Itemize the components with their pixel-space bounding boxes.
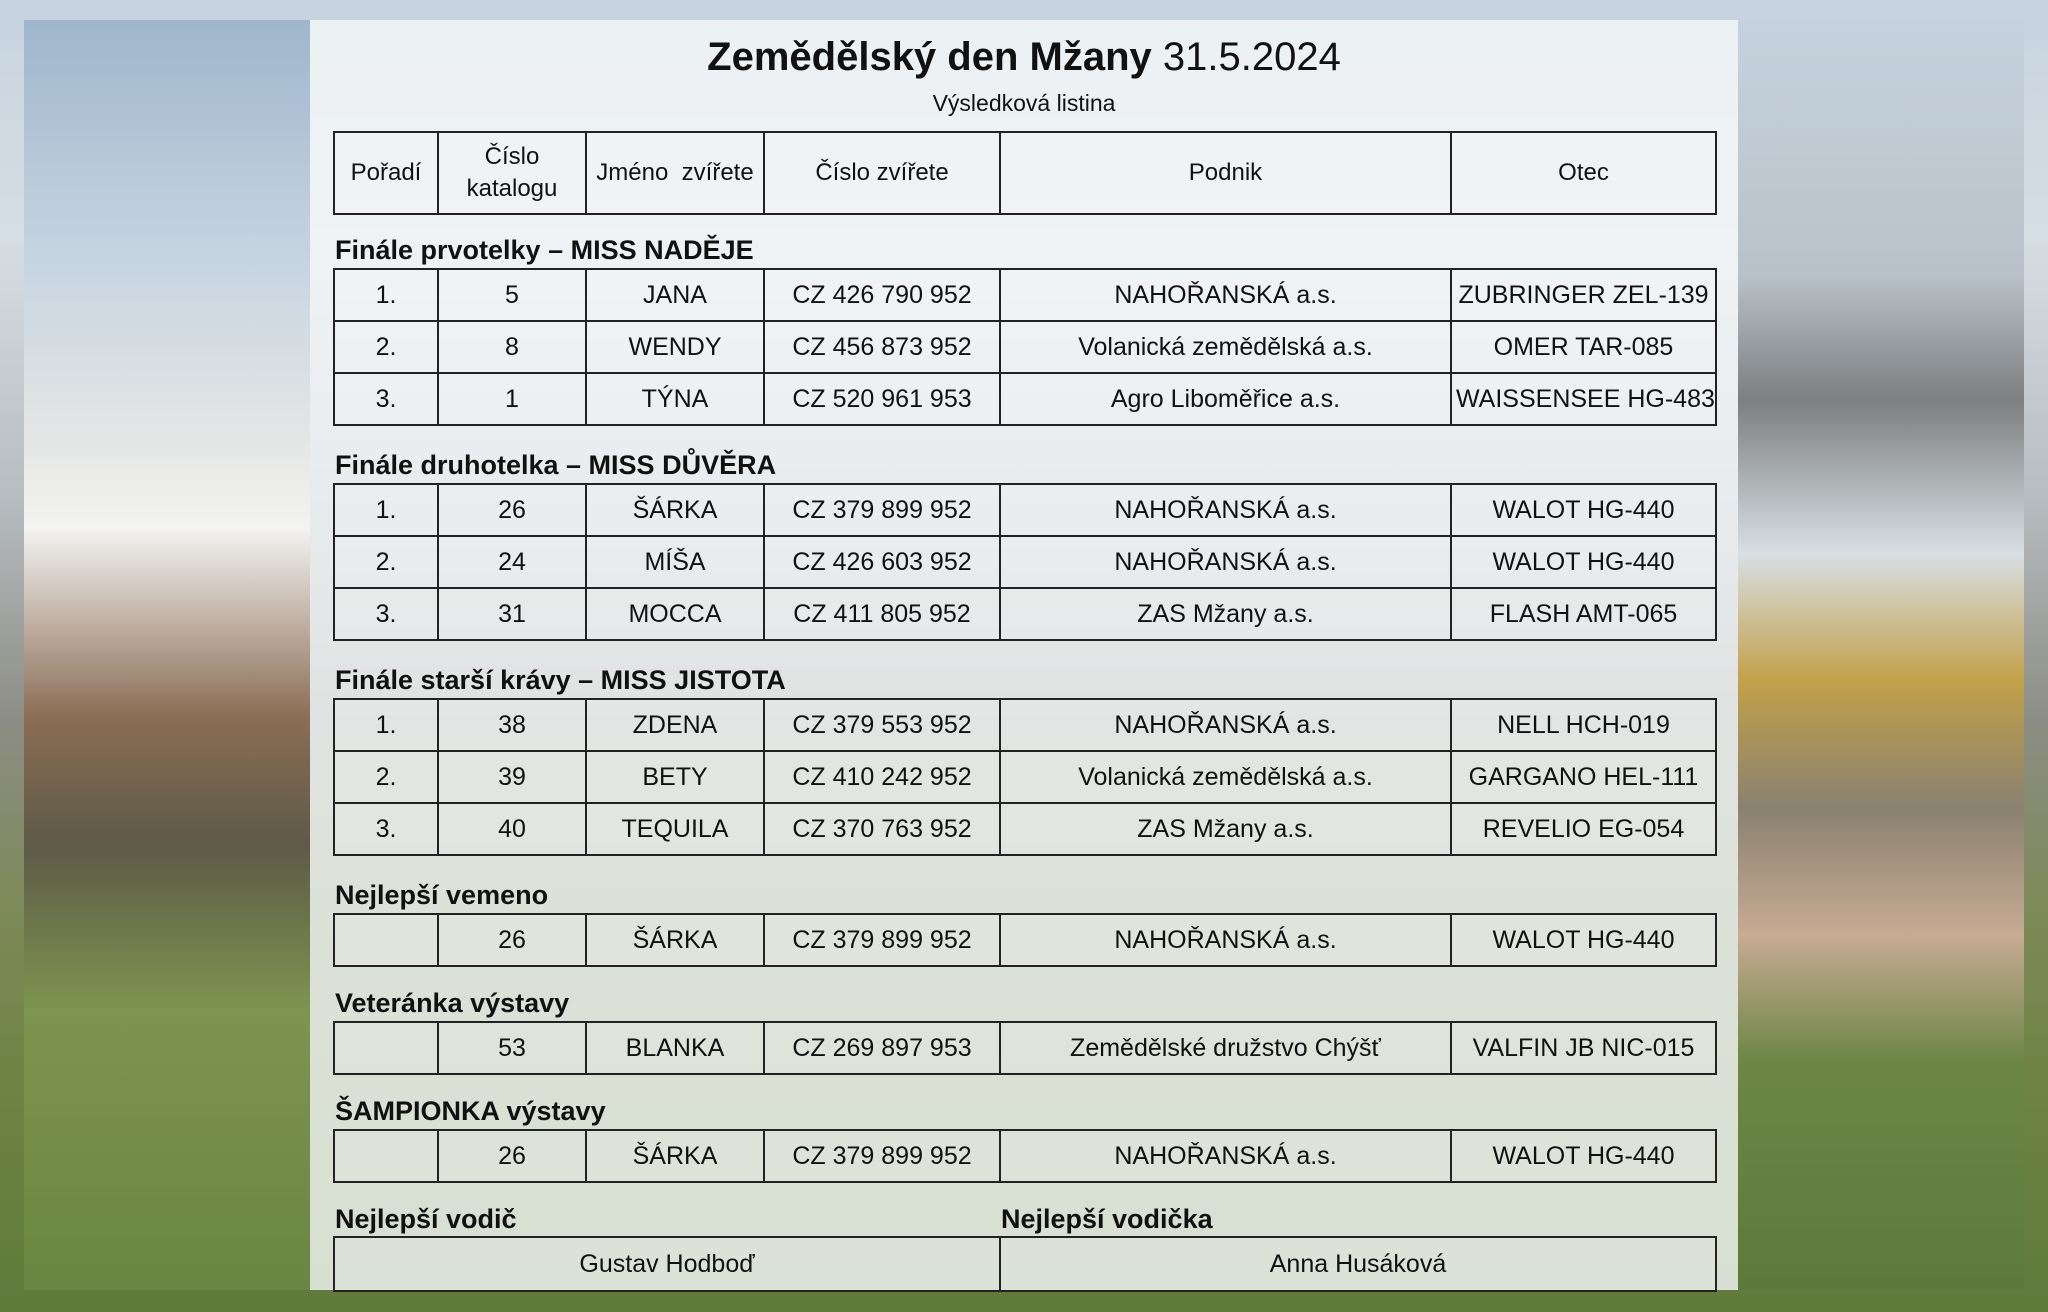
cell-sire: NELL HCH-019 <box>1451 699 1716 751</box>
cell-farm: NAHOŘANSKÁ a.s. <box>1000 1130 1451 1182</box>
cell-sire: REVELIO EG-054 <box>1451 803 1716 855</box>
cell-farm: NAHOŘANSKÁ a.s. <box>1000 484 1451 536</box>
cell-animal-name: ZDENA <box>586 699 764 751</box>
section-title: ŠAMPIONKA výstavy <box>335 1096 606 1126</box>
header-farm: Podnik <box>1000 132 1451 214</box>
section-title: Finále prvotelky – MISS NADĚJE <box>335 235 754 265</box>
table-row <box>334 699 1716 751</box>
section-title: Finále druhotelka – MISS DŮVĚRA <box>335 450 777 480</box>
cell-farm: Zemědělské družstvo Chýšť <box>1000 1022 1451 1074</box>
cell-sire: GARGANO HEL-111 <box>1451 751 1716 803</box>
table-row <box>334 588 1716 640</box>
cell-catalog-number: 5 <box>438 269 586 321</box>
cell-animal-name: TÝNA <box>586 373 764 425</box>
cell-farm: Agro Liboměřice a.s. <box>1000 373 1451 425</box>
cell-rank: 3. <box>334 803 438 855</box>
background-photo-right <box>1738 20 2024 1290</box>
cell-farm: NAHOŘANSKÁ a.s. <box>1000 699 1451 751</box>
cell-animal-name: TEQUILA <box>586 803 764 855</box>
section-title: Nejlepší vemeno <box>335 880 549 910</box>
section-title: Veteránka výstavy <box>335 988 570 1018</box>
results-table <box>333 1021 1717 1075</box>
results-table <box>333 698 1717 856</box>
cell-farm: NAHOŘANSKÁ a.s. <box>1000 269 1451 321</box>
cell-animal-name: WENDY <box>586 321 764 373</box>
cell-animal-number: CZ 426 790 952 <box>764 269 1000 321</box>
cell-rank: 1. <box>334 269 438 321</box>
cell-animal-number: CZ 426 603 952 <box>764 536 1000 588</box>
cell-animal-number: CZ 379 899 952 <box>764 1130 1000 1182</box>
background-photo-left <box>24 20 310 1290</box>
cell-farm: Volanická zemědělská a.s. <box>1000 751 1451 803</box>
header-name: Jméno zvířete <box>586 132 764 214</box>
cell-animal-name: ŠÁRKA <box>586 914 764 966</box>
cell-rank: 1. <box>334 484 438 536</box>
header-table <box>333 131 1717 215</box>
cell-sire: OMER TAR-085 <box>1451 321 1716 373</box>
cell-catalog-number: 1 <box>438 373 586 425</box>
cell-sire: WALOT HG-440 <box>1451 1130 1716 1182</box>
cell-animal-name: BLANKA <box>586 1022 764 1074</box>
cell-rank <box>334 914 438 966</box>
results-table <box>333 483 1717 641</box>
cell-catalog-number: 31 <box>438 588 586 640</box>
cell-catalog-number: 40 <box>438 803 586 855</box>
results-table <box>333 1129 1717 1183</box>
header-catalog-text: Číslo katalogu <box>466 143 558 202</box>
cell-sire: FLASH AMT-065 <box>1451 588 1716 640</box>
cell-sire: WALOT HG-440 <box>1451 914 1716 966</box>
cell-farm: Volanická zemědělská a.s. <box>1000 321 1451 373</box>
cell-catalog-number: 26 <box>438 914 586 966</box>
header-row <box>334 132 1716 214</box>
cell-animal-name: ŠÁRKA <box>586 1130 764 1182</box>
cell-animal-name: BETY <box>586 751 764 803</box>
cell-farm: ZAS Mžany a.s. <box>1000 588 1451 640</box>
table-row <box>334 373 1716 425</box>
best-handler-label: Nejlepší vodič <box>335 1204 517 1234</box>
table-row <box>334 751 1716 803</box>
cell-rank <box>334 1022 438 1074</box>
cell-catalog-number: 24 <box>438 536 586 588</box>
cell-animal-number: CZ 411 805 952 <box>764 588 1000 640</box>
title-text: Zemědělský den Mžany <box>707 35 1152 79</box>
best-handler-value: Gustav Hodboď <box>334 1237 1000 1291</box>
cell-animal-number: CZ 379 899 952 <box>764 914 1000 966</box>
cell-animal-number: CZ 520 961 953 <box>764 373 1000 425</box>
cell-rank: 1. <box>334 699 438 751</box>
cell-animal-name: MÍŠA <box>586 536 764 588</box>
cell-catalog-number: 8 <box>438 321 586 373</box>
cell-animal-number: CZ 379 899 952 <box>764 484 1000 536</box>
title-date: 31.5.2024 <box>1162 35 1341 79</box>
cell-catalog-number: 38 <box>438 699 586 751</box>
cell-sire: WAISSENSEE HG-483 <box>1451 373 1716 425</box>
header-catalog <box>438 132 586 214</box>
cell-farm: NAHOŘANSKÁ a.s. <box>1000 536 1451 588</box>
cell-rank: 3. <box>334 373 438 425</box>
best-handler-f-label: Nejlepší vodička <box>1001 1204 1213 1234</box>
cell-catalog-number: 26 <box>438 1130 586 1182</box>
table-row <box>334 914 1716 966</box>
cell-rank: 2. <box>334 536 438 588</box>
cell-rank: 2. <box>334 321 438 373</box>
cell-sire: ZUBRINGER ZEL-139 <box>1451 269 1716 321</box>
cell-animal-name: ŠÁRKA <box>586 484 764 536</box>
table-row <box>334 536 1716 588</box>
cell-animal-number: CZ 410 242 952 <box>764 751 1000 803</box>
header-sire: Otec <box>1451 132 1716 214</box>
cell-sire: WALOT HG-440 <box>1451 484 1716 536</box>
cell-animal-number: CZ 456 873 952 <box>764 321 1000 373</box>
cell-sire: VALFIN JB NIC-015 <box>1451 1022 1716 1074</box>
handlers-table <box>333 1236 1717 1292</box>
results-table <box>333 913 1717 967</box>
cell-rank: 2. <box>334 751 438 803</box>
cell-catalog-number: 26 <box>438 484 586 536</box>
page-title <box>333 32 1715 82</box>
page-subtitle: Výsledková listina <box>932 90 1116 116</box>
cell-rank <box>334 1130 438 1182</box>
table-row <box>334 269 1716 321</box>
cell-catalog-number: 39 <box>438 751 586 803</box>
table-row <box>334 1130 1716 1182</box>
best-handler-f-value: Anna Husáková <box>1000 1237 1716 1291</box>
header-rank: Pořadí <box>334 132 438 214</box>
cell-sire: WALOT HG-440 <box>1451 536 1716 588</box>
handlers-row <box>334 1237 1716 1291</box>
cell-rank: 3. <box>334 588 438 640</box>
cell-animal-number: CZ 379 553 952 <box>764 699 1000 751</box>
header-animal-number: Číslo zvířete <box>764 132 1000 214</box>
table-row <box>334 1022 1716 1074</box>
cell-farm: NAHOŘANSKÁ a.s. <box>1000 914 1451 966</box>
cell-animal-number: CZ 370 763 952 <box>764 803 1000 855</box>
cell-farm: ZAS Mžany a.s. <box>1000 803 1451 855</box>
cell-animal-number: CZ 269 897 953 <box>764 1022 1000 1074</box>
results-table <box>333 268 1717 426</box>
table-row <box>334 484 1716 536</box>
cell-animal-name: JANA <box>586 269 764 321</box>
section-title: Finále starší krávy – MISS JISTOTA <box>335 665 786 695</box>
cell-catalog-number: 53 <box>438 1022 586 1074</box>
table-row <box>334 321 1716 373</box>
cell-animal-name: MOCCA <box>586 588 764 640</box>
table-row <box>334 803 1716 855</box>
